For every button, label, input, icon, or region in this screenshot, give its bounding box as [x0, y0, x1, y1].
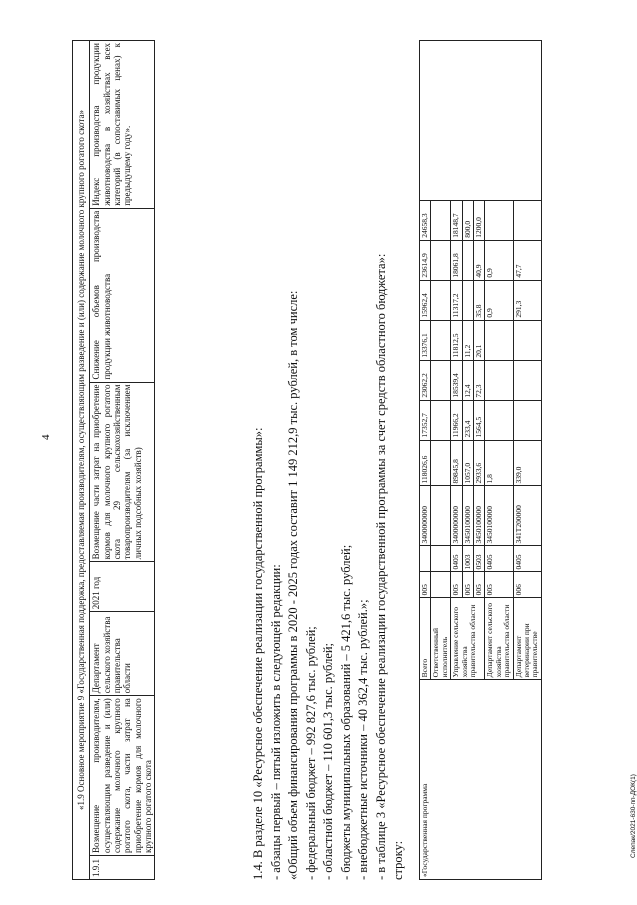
cell: 40,9 — [473, 240, 484, 280]
cell — [485, 200, 513, 240]
paragraph: - областной бюджет – 110 601,3 тыс. рублей; — [321, 642, 335, 880]
cell: 0405 — [485, 546, 513, 572]
cell: 3400000000 — [451, 486, 462, 546]
cell: 23614,9 — [420, 240, 431, 280]
cell — [431, 320, 451, 360]
cell: 18061,8 — [451, 240, 462, 280]
measure-result: Снижение объемов производства продукции животноводства — [90, 208, 155, 382]
row-label: Всего — [420, 598, 431, 680]
row-label: Департамент ветеринарии при правительстве — [513, 598, 541, 680]
cell — [462, 240, 473, 280]
measure-name: Возмещение производителям, осуществляющим разведение и (или) содержание молочного крупного рогатого скота, части затрат на приобретение кормов для молочного крупного рогатого скота — [90, 696, 155, 856]
cell: 18539,4 — [451, 360, 462, 400]
cell: 15962,4 — [420, 280, 431, 320]
cell: 339,0 — [513, 440, 541, 486]
measure-indicator: Индекс производства продукции животноводства в хозяйствах всех категорий (в сопоставимых ценах) к предыдущему году». — [90, 41, 155, 209]
table-row — [420, 41, 431, 880]
cell: 005 — [485, 572, 513, 598]
row-label: Ответственный исполнитель — [431, 598, 451, 680]
table-row — [90, 41, 155, 880]
cell: 291,3 — [513, 280, 541, 320]
measure-executor: Департамент сельского хозяйства правительства области — [90, 612, 155, 696]
cell: 72,3 — [473, 360, 484, 400]
cell — [431, 572, 451, 598]
footer-code: Слепак/2021-630-пп-ДОК(1) — [630, 774, 637, 858]
cell: 341Т200000 — [513, 486, 541, 546]
cell — [431, 280, 451, 320]
paragraph: - внебюджетные источники – 40 362,4 тыс. рублей.»; — [356, 599, 370, 880]
cell: 11317,2 — [451, 280, 462, 320]
cell: 3400000000 — [420, 486, 431, 546]
cell: 13376,1 — [420, 320, 431, 360]
cell — [513, 320, 541, 360]
cell: 3450100000 — [462, 486, 473, 546]
cell — [431, 440, 451, 486]
cell: 20,1 — [473, 320, 484, 360]
row-number: 1.9.1 — [90, 856, 155, 880]
cell: 0503 — [473, 546, 484, 572]
cell: 11,2 — [462, 320, 473, 360]
cell — [431, 240, 451, 280]
cell — [485, 320, 513, 360]
cell — [431, 486, 451, 546]
cell: 1,8 — [485, 440, 513, 486]
cell — [513, 200, 541, 240]
cell: 3450100000 — [485, 486, 513, 546]
row-label: Управление сельского хозяйства правительства области — [451, 598, 485, 680]
cell — [431, 200, 451, 240]
program-name: «Государственная программа — [420, 680, 542, 880]
cell: 12,4 — [462, 360, 473, 400]
measure-year: 2021 год — [90, 562, 155, 612]
paragraph: - в таблице 3 «Ресурсное обеспечение реализации государственной программы за счет средств областного бюджета»: — [373, 253, 388, 880]
row-label: Департамент сельского хозяйства правительства области — [485, 598, 513, 680]
cell: 35,8 — [473, 280, 484, 320]
cell: 0,9 — [485, 240, 513, 280]
cell — [513, 400, 541, 440]
paragraph: - абзацы первый – пятый изложить в следующей редакции: — [268, 564, 283, 880]
resource-table — [419, 40, 542, 880]
cell — [431, 546, 451, 572]
cell: 005 — [420, 572, 431, 598]
page-number: 4 — [40, 434, 52, 440]
paragraph: «Общий объем финансирования программы в 2020 - 2025 годах составит 1 149 212,9 тыс. рублей, в том числе: — [286, 290, 300, 880]
cell: 1564,5 — [473, 400, 484, 440]
cell: 1057,0 — [462, 440, 473, 486]
cell: 0405 — [513, 546, 541, 572]
paragraph: 1.4. В разделе 10 «Ресурсное обеспечение реализации государственной программы»: — [251, 427, 265, 880]
cell — [513, 360, 541, 400]
cell: 233,4 — [462, 400, 473, 440]
cell — [431, 360, 451, 400]
cell: 24658,3 — [420, 200, 431, 240]
cell: 18148,7 — [451, 200, 462, 240]
cell: 005 — [451, 572, 462, 598]
cell: 0405 — [451, 546, 462, 572]
cell: 23062,2 — [420, 360, 431, 400]
cell: 118026,6 — [420, 440, 431, 486]
cell: 3450100000 — [473, 486, 484, 546]
cell: 2933,6 — [473, 440, 484, 486]
cell: 89845,8 — [451, 440, 462, 486]
paragraph: - федеральный бюджет – 992 827,6 тыс. рублей; — [303, 626, 318, 880]
measure-table — [72, 40, 155, 880]
cell — [462, 280, 473, 320]
empty-cell — [420, 41, 542, 201]
paragraph: - бюджеты муниципальных образований – 5 421,6 тыс. рублей; — [338, 544, 353, 880]
cell: 005 — [473, 572, 484, 598]
cell: 005 — [462, 572, 473, 598]
cell — [485, 360, 513, 400]
cell: 1003 — [462, 546, 473, 572]
cell — [485, 400, 513, 440]
cell: 006 — [513, 572, 541, 598]
cell: 11966,2 — [451, 400, 462, 440]
cell: 800,0 — [462, 200, 473, 240]
cell — [431, 400, 451, 440]
rotated-content — [72, 30, 632, 880]
cell: 17352,7 — [420, 400, 431, 440]
measure-table-header: «1.9 Основное мероприятие 9 «Государственная поддержка, предоставляемая производителям, осуществляющим разведение и (или) содержание молочного крупного рогатого скота» — [73, 41, 90, 880]
cell: 11812,5 — [451, 320, 462, 360]
cell: 1200,0 — [473, 200, 484, 240]
amendment-text — [250, 40, 408, 880]
cell: 0,9 — [485, 280, 513, 320]
measure-effect: Возмещение части затрат на приобретение кормов для молочного крупного рогатого скота 29 сельскохозяйственным товаропроизводителям (за исключением личных подсобных хозяйств) — [90, 382, 155, 562]
cell — [420, 546, 431, 572]
paragraph: строку: — [391, 840, 405, 880]
cell: 47,7 — [513, 240, 541, 280]
